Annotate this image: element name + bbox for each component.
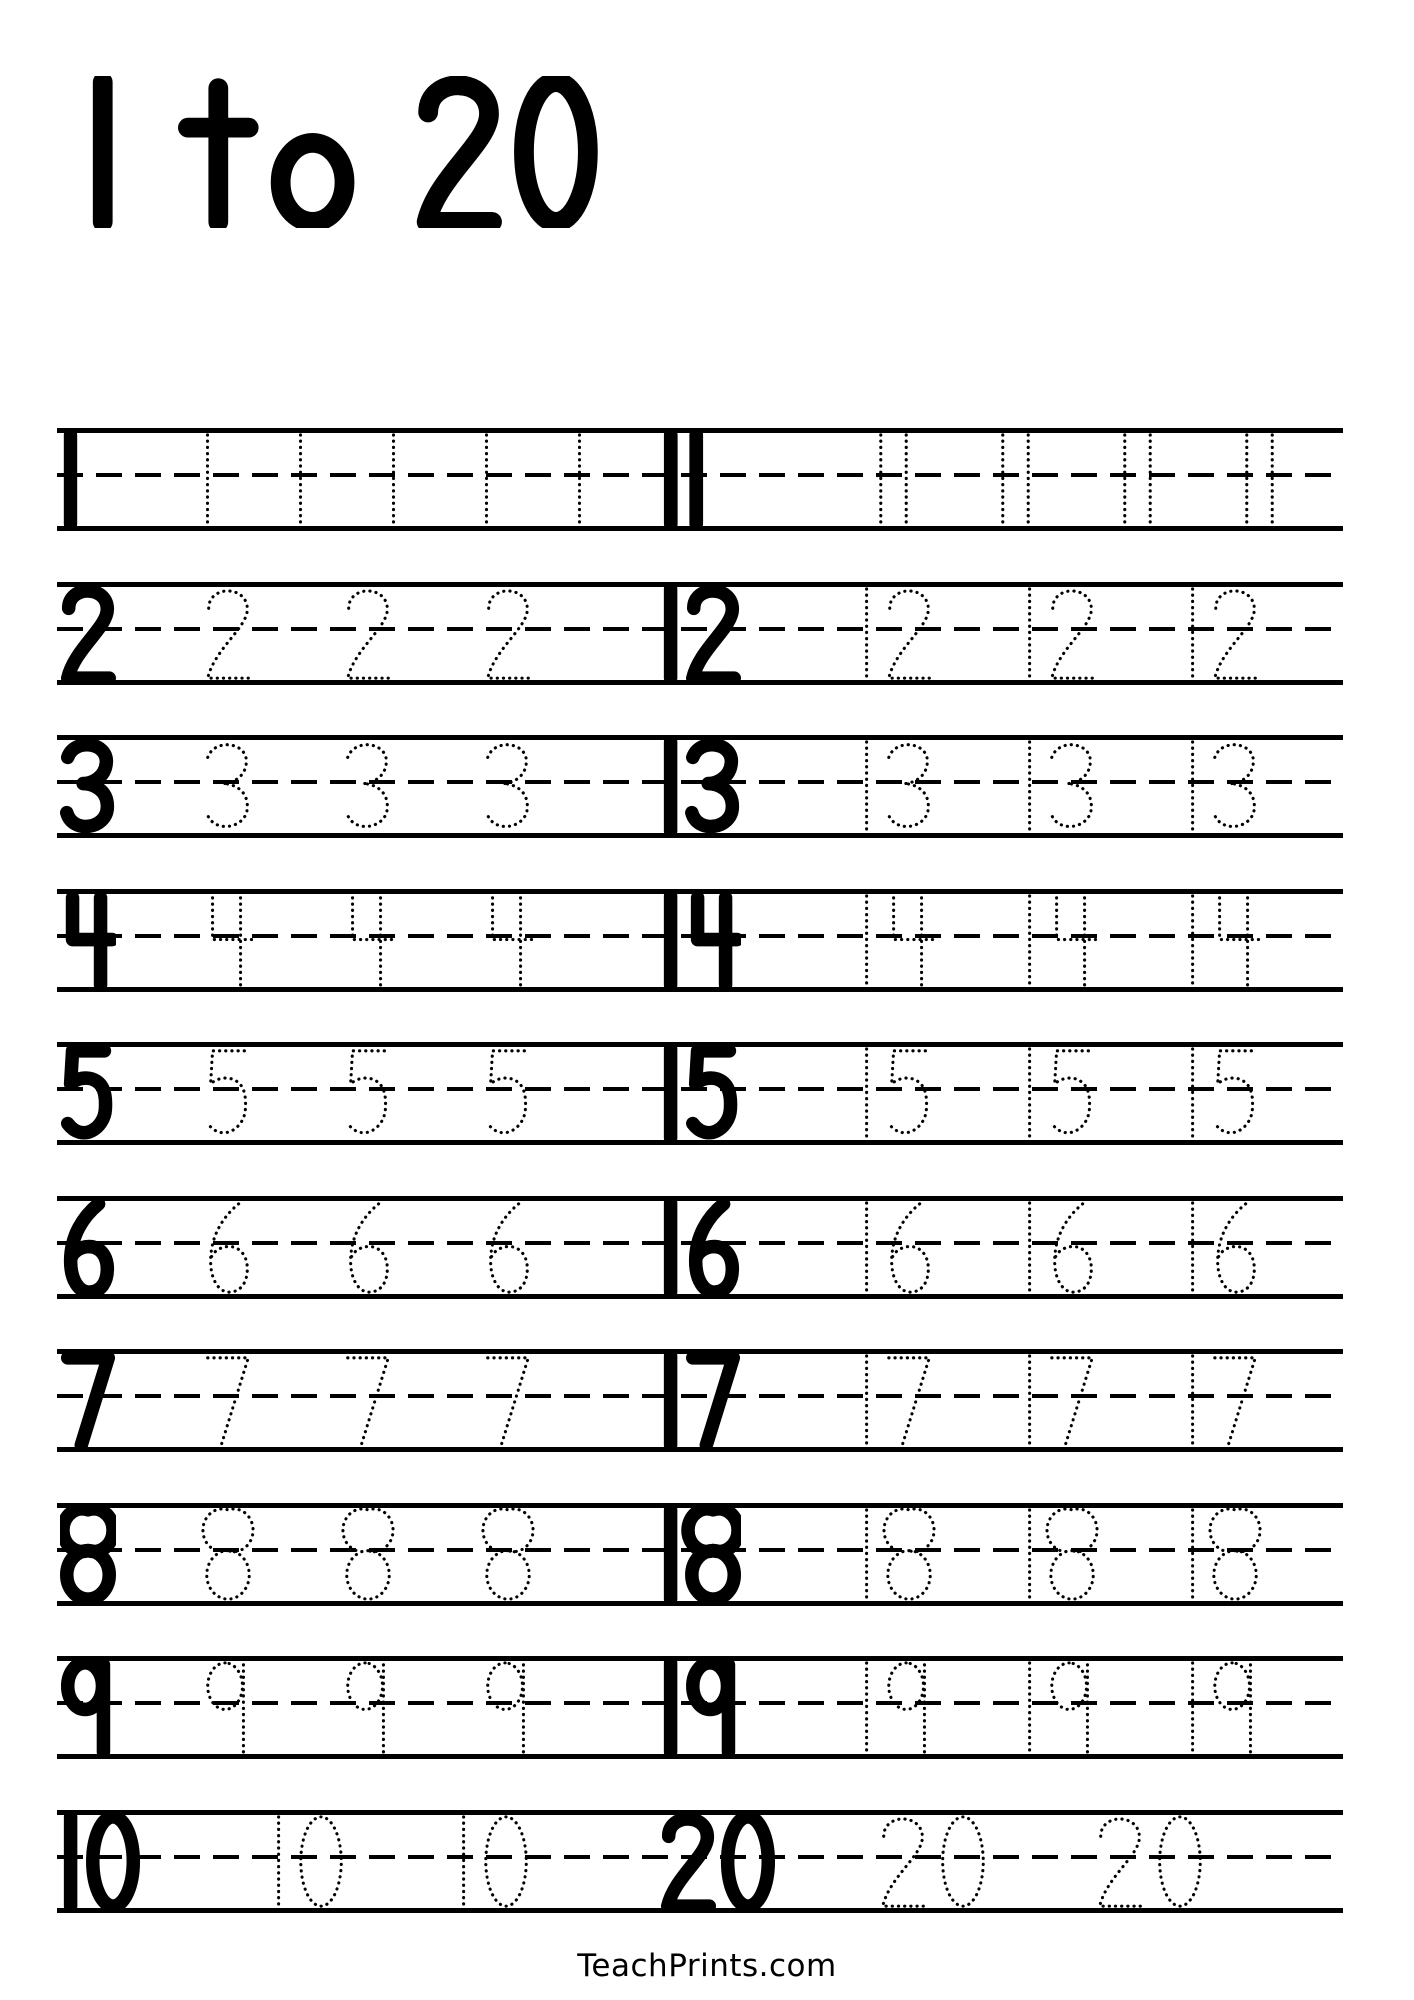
digit-stroke — [1100, 1818, 1142, 1905]
digit-stroke — [491, 1203, 528, 1291]
trace-number-2 — [480, 585, 536, 682]
trace-number-10 — [268, 1813, 349, 1910]
trace-number-7-holder — [480, 1352, 536, 1449]
trace-number-15 — [1182, 1045, 1263, 1142]
trace-number-16-holder — [1182, 1199, 1263, 1296]
digit-stroke — [483, 1508, 533, 1598]
solid-number-7-holder — [60, 1352, 116, 1449]
digit-stroke — [1052, 590, 1093, 677]
solid-number-13-holder — [660, 738, 741, 835]
trace-number-1-holder — [197, 431, 218, 528]
solid-number-18 — [660, 1506, 741, 1603]
trace-number-20-holder — [875, 1813, 991, 1910]
trace-number-13 — [1019, 738, 1100, 835]
trace-number-16 — [1182, 1199, 1263, 1296]
solid-number-17 — [660, 1352, 741, 1449]
digit-stroke — [1052, 1051, 1090, 1133]
digit-stroke — [67, 745, 108, 827]
digit-stroke — [668, 1818, 710, 1905]
solid-number-12 — [660, 585, 741, 682]
digit-stroke — [693, 1358, 734, 1445]
trace-number-7 — [480, 1352, 536, 1449]
trace-number-9-holder — [480, 1659, 536, 1756]
writing-guide-row-5 — [57, 1042, 1343, 1145]
solid-number-10 — [60, 1813, 141, 1910]
trace-number-18-holder — [1019, 1506, 1100, 1603]
trace-number-5-holder — [200, 1045, 256, 1142]
digit-stroke — [1218, 1203, 1255, 1291]
trace-number-1 — [197, 431, 218, 528]
digit-stroke — [688, 1508, 738, 1598]
trace-number-6 — [200, 1199, 256, 1296]
trace-number-13 — [1182, 738, 1263, 835]
trace-number-11-holder — [1114, 431, 1161, 528]
digit-stroke — [208, 1051, 246, 1133]
trace-number-17-holder — [1019, 1352, 1100, 1449]
digit-stroke — [93, 1816, 133, 1905]
trace-number-2 — [200, 585, 256, 682]
trace-number-6-holder — [480, 1199, 536, 1296]
digit-stroke — [1055, 1203, 1092, 1291]
trace-number-14-holder — [1019, 892, 1100, 989]
digit-stroke — [68, 590, 110, 677]
trace-number-8-holder — [340, 1506, 396, 1603]
solid-number-15 — [660, 1045, 741, 1142]
trace-number-11 — [1114, 431, 1161, 528]
trace-number-19 — [1182, 1659, 1263, 1756]
digit-stroke — [892, 1203, 929, 1291]
solid-number-13 — [660, 738, 741, 835]
digit-stroke — [693, 1051, 731, 1133]
trace-number-18-holder — [1182, 1506, 1263, 1603]
trace-number-12-holder — [856, 585, 937, 682]
trace-number-3-holder — [480, 738, 536, 835]
digit-stroke — [1210, 1508, 1260, 1598]
trace-number-3-holder — [200, 738, 256, 835]
trace-number-10 — [453, 1813, 534, 1910]
trace-number-18 — [1019, 1506, 1100, 1603]
solid-number-5 — [60, 1045, 116, 1142]
trace-number-6-holder — [200, 1199, 256, 1296]
writing-guide-row-10 — [57, 1810, 1343, 1913]
writing-guide-row-7 — [57, 1349, 1343, 1452]
trace-number-8 — [200, 1506, 256, 1603]
trace-number-15 — [1019, 1045, 1100, 1142]
digit-stroke — [68, 1358, 109, 1445]
digit-stroke — [208, 1663, 244, 1752]
digit-stroke — [488, 1358, 529, 1445]
digit-stroke — [486, 1816, 527, 1905]
writing-guide-row-2 — [57, 582, 1343, 685]
digit-stroke — [1220, 897, 1260, 984]
trace-number-4-holder — [200, 892, 256, 989]
trace-number-11 — [992, 431, 1039, 528]
trace-number-7-holder — [340, 1352, 396, 1449]
writing-guide-row-6 — [57, 1196, 1343, 1299]
solid-number-6-holder — [60, 1199, 116, 1296]
trace-number-11 — [1236, 431, 1283, 528]
writing-guide-row-4 — [57, 889, 1343, 992]
writing-guide-row-3 — [57, 735, 1343, 838]
trace-number-17-holder — [856, 1352, 937, 1449]
digit-stroke — [68, 1051, 106, 1133]
trace-number-12-holder — [1019, 585, 1100, 682]
trace-number-1 — [476, 431, 497, 528]
solid-number-10-holder — [60, 1813, 141, 1910]
trace-number-20 — [875, 1813, 991, 1910]
solid-number-9-holder — [60, 1659, 116, 1756]
solid-number-2 — [60, 585, 116, 682]
digit-stroke — [728, 1816, 769, 1905]
trace-number-1-holder — [476, 431, 497, 528]
solid-number-17-holder — [660, 1352, 741, 1449]
trace-number-7 — [340, 1352, 396, 1449]
trace-number-7 — [200, 1352, 256, 1449]
trace-number-8 — [480, 1506, 536, 1603]
trace-number-3-holder — [340, 738, 396, 835]
solid-number-1 — [60, 431, 81, 528]
trace-number-11-holder — [870, 431, 917, 528]
digit-stroke — [894, 897, 934, 984]
trace-number-4 — [200, 892, 256, 989]
solid-number-8-holder — [60, 1506, 116, 1603]
trace-number-12 — [1019, 585, 1100, 682]
solid-number-2-holder — [60, 585, 116, 682]
trace-number-3 — [480, 738, 536, 835]
digit-stroke — [213, 897, 253, 984]
solid-number-4 — [60, 892, 116, 989]
title-text — [86, 76, 600, 228]
solid-number-15-holder — [660, 1045, 741, 1142]
trace-number-20 — [1092, 1813, 1208, 1910]
digit-stroke — [889, 590, 930, 677]
solid-number-14-holder — [660, 892, 741, 989]
trace-number-9-holder — [200, 1659, 256, 1756]
trace-number-19-holder — [1019, 1659, 1100, 1756]
digit-stroke — [889, 1358, 930, 1445]
trace-number-13-holder — [1019, 738, 1100, 835]
footer-site-credit: TeachPrints.com — [577, 1948, 837, 1984]
trace-number-2-holder — [480, 585, 536, 682]
writing-guide-row-9 — [57, 1656, 1343, 1759]
digit-stroke — [208, 590, 250, 677]
page-title — [86, 76, 600, 228]
solid-number-18-holder — [660, 1506, 741, 1603]
trace-number-9 — [340, 1659, 396, 1756]
trace-number-3 — [200, 738, 256, 835]
trace-number-4-holder — [340, 892, 396, 989]
digit-stroke — [1214, 745, 1255, 827]
solid-number-11-holder — [660, 431, 707, 528]
trace-number-14-holder — [1182, 892, 1263, 989]
digit-stroke — [68, 1663, 104, 1752]
solid-number-3-holder — [60, 738, 116, 835]
trace-number-6-holder — [340, 1199, 396, 1296]
digit-stroke — [696, 1203, 733, 1291]
trace-number-1-holder — [383, 431, 404, 528]
trace-number-12 — [1182, 585, 1263, 682]
trace-number-5-holder — [340, 1045, 396, 1142]
digit-stroke — [1052, 1358, 1093, 1445]
trace-number-3 — [340, 738, 396, 835]
trace-number-11-holder — [992, 431, 1039, 528]
digit-stroke — [943, 1816, 984, 1905]
trace-number-16-holder — [1019, 1199, 1100, 1296]
solid-number-4-holder — [60, 892, 116, 989]
digit-stroke — [351, 1203, 388, 1291]
digit-stroke — [1047, 1508, 1097, 1598]
digit-stroke — [211, 1203, 248, 1291]
digit-stroke — [693, 1663, 729, 1752]
digit-stroke — [524, 82, 588, 222]
digit-stroke — [1160, 1816, 1201, 1905]
digit-stroke — [208, 1358, 249, 1445]
digit-stroke — [889, 1051, 927, 1133]
solid-number-16-holder — [660, 1199, 741, 1296]
trace-number-16 — [1019, 1199, 1100, 1296]
trace-number-2-holder — [340, 585, 396, 682]
solid-number-19-holder — [660, 1659, 741, 1756]
trace-number-4-holder — [480, 892, 536, 989]
digit-stroke — [347, 745, 388, 827]
solid-number-14 — [660, 892, 741, 989]
trace-number-15-holder — [856, 1045, 937, 1142]
trace-number-14-holder — [856, 892, 937, 989]
solid-number-16 — [660, 1199, 741, 1296]
trace-number-5 — [480, 1045, 536, 1142]
trace-number-14 — [1019, 892, 1100, 989]
solid-number-11 — [660, 431, 707, 528]
trace-number-4 — [480, 892, 536, 989]
digit-stroke — [488, 1051, 526, 1133]
trace-number-4 — [340, 892, 396, 989]
digit-stroke — [1057, 897, 1097, 984]
trace-number-19-holder — [856, 1659, 937, 1756]
digit-stroke — [73, 897, 113, 984]
trace-number-18 — [1182, 1506, 1263, 1603]
digit-stroke — [348, 1051, 386, 1133]
trace-number-14 — [856, 892, 937, 989]
digit-stroke — [883, 1818, 925, 1905]
trace-number-17 — [856, 1352, 937, 1449]
trace-number-17 — [1019, 1352, 1100, 1449]
trace-number-9-holder — [340, 1659, 396, 1756]
writing-guide-row-1 — [57, 428, 1343, 531]
trace-number-20-holder — [1092, 1813, 1208, 1910]
trace-number-19 — [1019, 1659, 1100, 1756]
digit-stroke — [1215, 590, 1256, 677]
trace-number-8 — [340, 1506, 396, 1603]
trace-number-10-holder — [268, 1813, 349, 1910]
digit-stroke — [203, 1508, 253, 1598]
digit-stroke — [1051, 745, 1092, 827]
trace-number-11 — [870, 431, 917, 528]
trace-number-17-holder — [1182, 1352, 1263, 1449]
digit-stroke — [1215, 1051, 1253, 1133]
trace-number-9 — [200, 1659, 256, 1756]
trace-number-12 — [856, 585, 937, 682]
writing-guide-row-8 — [57, 1503, 1343, 1606]
trace-number-1-holder — [290, 431, 311, 528]
trace-number-9 — [480, 1659, 536, 1756]
digit-stroke — [889, 1663, 925, 1752]
solid-number-3 — [60, 738, 116, 835]
digit-stroke — [1215, 1358, 1256, 1445]
trace-number-13-holder — [1182, 738, 1263, 835]
solid-number-5-holder — [60, 1045, 116, 1142]
digit-stroke — [353, 897, 393, 984]
digit-stroke — [281, 143, 345, 222]
digit-stroke — [427, 85, 492, 222]
digit-stroke — [698, 897, 738, 984]
trace-number-18-holder — [856, 1506, 937, 1603]
trace-number-2 — [340, 585, 396, 682]
trace-number-12-holder — [1182, 585, 1263, 682]
trace-number-19-holder — [1182, 1659, 1263, 1756]
digit-stroke — [488, 1663, 524, 1752]
digit-stroke — [1052, 1663, 1088, 1752]
digit-stroke — [348, 1358, 389, 1445]
digit-stroke — [71, 1203, 108, 1291]
trace-number-1-holder — [569, 431, 590, 528]
trace-number-11-holder — [1236, 431, 1283, 528]
trace-number-15 — [856, 1045, 937, 1142]
digit-stroke — [343, 1508, 393, 1598]
solid-number-20 — [660, 1813, 776, 1910]
solid-number-20-holder — [660, 1813, 776, 1910]
trace-number-19 — [856, 1659, 937, 1756]
trace-number-16 — [856, 1199, 937, 1296]
trace-number-17 — [1182, 1352, 1263, 1449]
digit-stroke — [488, 590, 530, 677]
trace-number-15-holder — [1182, 1045, 1263, 1142]
solid-number-12-holder — [660, 585, 741, 682]
trace-number-5 — [200, 1045, 256, 1142]
solid-number-8 — [60, 1506, 116, 1603]
solid-number-1-holder — [60, 431, 81, 528]
digit-stroke — [888, 745, 929, 827]
digit-stroke — [692, 745, 733, 827]
digit-stroke — [188, 88, 249, 222]
trace-number-14 — [1182, 892, 1263, 989]
solid-number-7 — [60, 1352, 116, 1449]
trace-number-13 — [856, 738, 937, 835]
digit-stroke — [207, 745, 248, 827]
trace-number-6 — [340, 1199, 396, 1296]
trace-number-6 — [480, 1199, 536, 1296]
trace-number-7-holder — [200, 1352, 256, 1449]
trace-number-8-holder — [200, 1506, 256, 1603]
digit-stroke — [348, 1663, 384, 1752]
digit-stroke — [63, 1508, 113, 1598]
digit-stroke — [884, 1508, 934, 1598]
digit-stroke — [487, 745, 528, 827]
trace-number-5-holder — [480, 1045, 536, 1142]
trace-number-5 — [340, 1045, 396, 1142]
trace-number-2-holder — [200, 585, 256, 682]
trace-number-10-holder — [453, 1813, 534, 1910]
trace-number-16-holder — [856, 1199, 937, 1296]
digit-stroke — [1215, 1663, 1251, 1752]
digit-stroke — [693, 590, 734, 677]
solid-number-9 — [60, 1659, 116, 1756]
digit-stroke — [493, 897, 533, 984]
solid-number-19 — [660, 1659, 741, 1756]
solid-number-6 — [60, 1199, 116, 1296]
trace-number-18 — [856, 1506, 937, 1603]
trace-number-1 — [290, 431, 311, 528]
trace-number-13-holder — [856, 738, 937, 835]
trace-number-15-holder — [1019, 1045, 1100, 1142]
trace-number-8-holder — [480, 1506, 536, 1603]
trace-number-1 — [569, 431, 590, 528]
digit-stroke — [348, 590, 390, 677]
digit-stroke — [301, 1816, 342, 1905]
trace-number-1 — [383, 431, 404, 528]
